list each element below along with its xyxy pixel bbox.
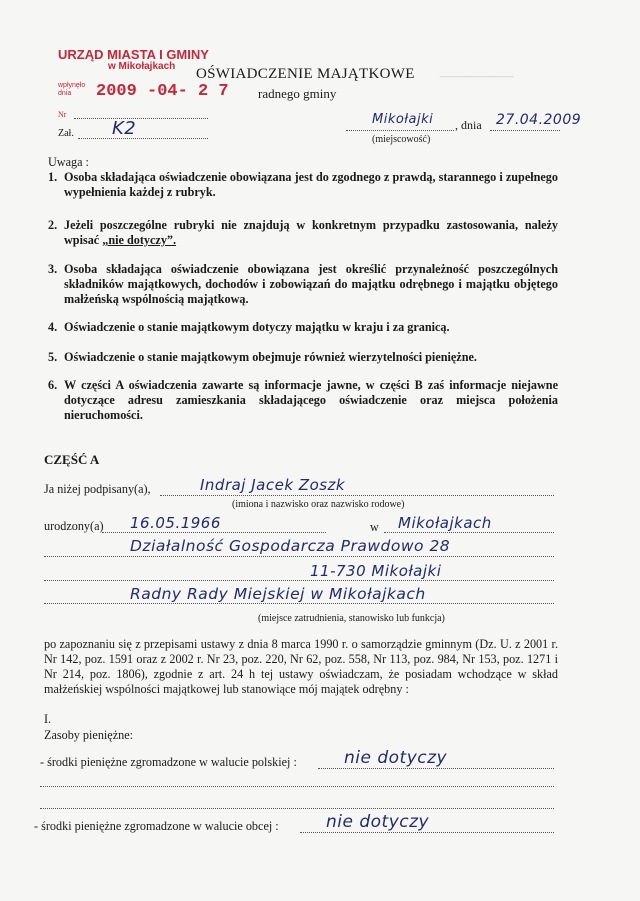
foreign-funds-label: - środki pieniężne zgromadzone w walucie obcej : [34,819,279,833]
note-text: Osoba składająca oświadczenie obowiązana jest określić przynależność poszczególnych składników majątkowych, dochodów i zobowiązań do majątku odrębnego i majątku objętego małżeńską wspólnością majątkową. [64,262,558,306]
date-line [490,130,560,131]
note-text: Oświadczenie o stanie majątkowym dotyczy majątku w kraju i za granicą. [64,320,450,334]
polish-funds-label: - środki pieniężne zgromadzone w walucie polskiej : [40,755,297,769]
born-place: Mikołajkach [398,514,492,532]
document-subtitle: radnego gminy [258,86,337,101]
polish-funds-line [318,768,554,769]
note-number: 3. [48,262,58,276]
signed-value: Indraj Jacek Zoszk [200,476,346,494]
place-caption: (miejscowość) [372,134,431,145]
stamp-zal-value: K2 [112,118,137,139]
foreign-funds-value: nie dotyczy [326,812,430,832]
born-label: urodzony(a) [44,519,104,533]
note-5 [48,350,562,365]
employment-line-3 [44,603,554,604]
name-caption: (imiona i nazwisko oraz nazwisko rodowe) [232,499,405,510]
date-label: , dnia [455,118,482,132]
stamp-office-name: URZĄD MIASTA I GMINY [58,47,209,62]
note-4 [48,320,562,335]
place-line [346,130,454,131]
born-place-line [384,532,554,533]
notes-heading: Uwaga : [48,155,89,169]
note-1 [48,170,562,200]
born-date: 16.05.1966 [130,514,221,532]
stamp-zal-line [78,138,208,139]
section-1-numeral: I. [44,712,52,726]
employment-line-2 [44,580,554,581]
note-3 [48,262,562,307]
note-text: Oświadczenie o stanie majątkowym obejmuje również wierzytelności pieniężne. [64,350,477,364]
employment-line-1 [44,556,554,557]
date-value: 27.04.2009 [496,112,582,128]
note-2 [48,218,562,248]
document-title: OŚWIADCZENIE MAJĄTKOWE [196,66,415,82]
note-text: W części A oświadczenia zawarte są informacje jawne, w części B zaś informacje niejawne dotyczące adresu zamieszkania składającego oświadczenie oraz miejsca położenia nieruchomości. [64,378,558,422]
note-text: Osoba składająca oświadczenie obowiązana jest do zgodnego z prawdą, starannego i zupełnego wypełnienia każdej z rubryk. [64,170,558,199]
stamp-office-town: w Mikołajkach [108,61,176,72]
bleed-through-text: ____________ [440,66,514,78]
stamp-zal-label: Zał. [58,128,74,139]
employment-value-3: Radny Rady Miejskiej w Mikołajkach [130,585,426,603]
polish-funds-extra-line-1 [40,786,554,787]
polish-funds-value: nie dotyczy [344,748,448,768]
born-date-line [102,532,326,533]
note-6 [48,378,562,423]
place-value: Mikołajki [372,112,434,127]
employment-value-2: 11-730 Mikołajki [310,562,442,580]
polish-funds-extra-line-2 [40,808,554,809]
note-number: 1. [48,170,58,184]
employment-value-1: Działalność Gospodarcza Prawdowo 28 [130,537,451,555]
note-text: Jeżeli poszczególne rubryki nie znajdują w konkretnym przypadku zastosowania, należy wpisać [64,218,558,247]
note-number: 4. [48,320,58,334]
note-number: 2. [48,218,58,232]
stamp-received-label: wpłynęło dnia [58,82,86,97]
stamp-nr-label: Nr [58,110,67,119]
section-1-heading: Zasoby pieniężne: [44,728,134,742]
employment-caption: (miejsce zatrudnienia, stanowisko lub funkcja) [258,613,445,624]
part-a-heading: CZĘŚĆ A [44,452,100,467]
note-number: 5. [48,350,58,364]
stamp-nr-line [74,118,208,119]
stamp-date: 2009 -04- 2 7 [96,82,229,101]
note-emphasis: „nie dotyczy”. [102,233,177,247]
note-number: 6. [48,378,58,392]
born-in-label: w [370,520,379,534]
legal-statement: po zapoznaniu się z przepisami ustawy z dnia 8 marca 1990 r. o samorządzie gminnym (Dz. U. z 2001 r. Nr 142, poz. 1591 oraz z 2002 r. Nr 23, poz. 220, Nr 62, poz. 558, Nr 113, poz. 984, Nr 153, poz. 1271 i Nr 214, poz. 1806), zgodnie z art. 24 h tej ustawy oświadczam, że posiadam wchodzące w skład małżeńskiej wspólności majątkowej lub stanowiące mój majątek odrębny : [44,637,558,696]
signed-line [160,495,554,496]
signed-label: Ja niżej podpisany(a), [44,482,151,496]
foreign-funds-line [300,832,554,833]
